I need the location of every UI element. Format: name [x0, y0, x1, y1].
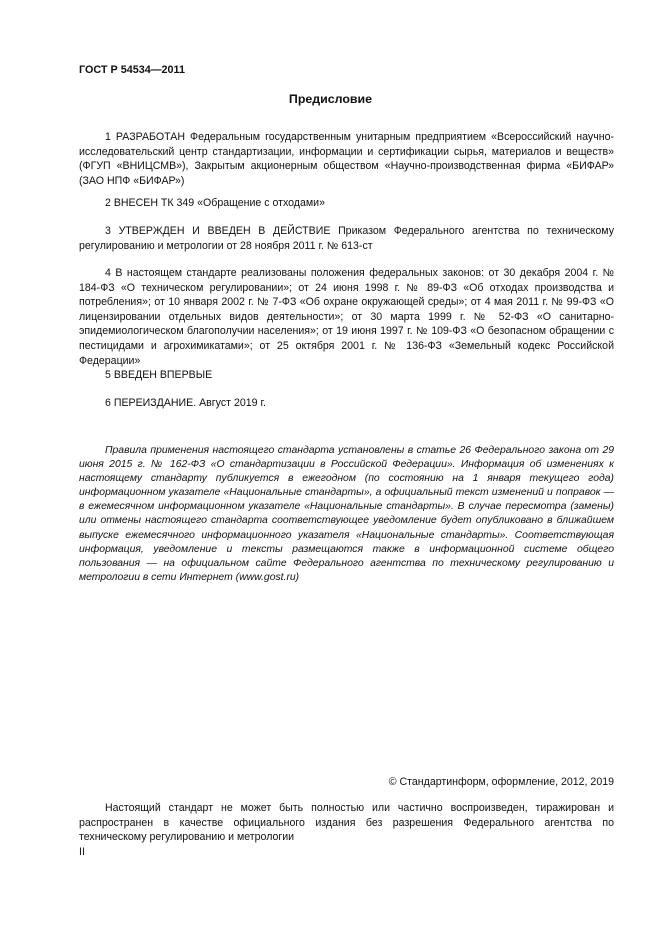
foreword-item-2: 2 ВНЕСЕН ТК 349 «Обращение с отходами» [105, 197, 325, 209]
page-title: Предисловие [288, 92, 373, 106]
standard-code-header: ГОСТ Р 54534—2011 [79, 64, 185, 76]
foreword-item-1: 1 РАЗРАБОТАН Федеральным государственным унитарным предприятием «Всероссийский научно-исследовательский центр стандартизации, информации и сертификации сырья, материалов и веществ» (ФГУП «ВНИЦСМВ»), Закрытым акционерным обществом «Научно-производственная фирма «БИФАР» (ЗАО НПФ «БИФАР») [79, 131, 614, 187]
reproduction-notice: Настоящий стандарт не может быть полностью или частично воспроизведен, тиражирован и распространен в качестве официального издания без разрешения Федерального агентства по техническому регулированию и метрологии [79, 802, 614, 844]
application-rules-note: Правила применения настоящего стандарта установлены в статье 26 Федерального закона от 29 июня 2015 г. № 162-ФЗ «О стандартизации в Российской Федерации». Информация об изменениях к настоящему стандарту публикуется в ежегодном (по состоянию на 1 января текущего года) информационном указателе «Национальные стандарты», а официальный текст изменений и поправок — в ежемесячном информационном указателе «Национальные стандарты». В случае пересмотра (замены) или отмены настоящего стандарта соответствующее уведомление будет опубликовано в ближайшем выпуске ежемесячного информационного указателя «Национальные стандарты». Соответствующая информация, уведомление и тексты размещаются также в информационной системе общего пользования — на официальном сайте Федерального агентства по техническому регулированию и метрологии в сети Интернет (www.gost.ru) [79, 445, 614, 583]
foreword-item-6: 6 ПЕРЕИЗДАНИЕ. Август 2019 г. [105, 397, 266, 409]
foreword-item-3: 3 УТВЕРЖДЕН И ВВЕДЕН В ДЕЙСТВИЕ Приказом Федерального агентства по техническому регулированию и метрологии от 28 ноября 2011 г. № 613-ст [79, 225, 614, 252]
foreword-item-5: 5 ВВЕДЕН ВПЕРВЫЕ [105, 369, 213, 381]
page-number: II [79, 846, 85, 858]
copyright-line: © Стандартинформ, оформление, 2012, 2019 [388, 776, 614, 788]
foreword-item-4: 4 В настоящем стандарте реализованы положения федеральных законов: от 30 декабря 2004 г. № 184-ФЗ «О техническом регулировании»; от 24 июня 1998 г. № 89-ФЗ «Об отходах производства и потребления»; от 10 января 2002 г. № 7-ФЗ «Об охране окружающей среды»; от 4 мая 2011 г. № 99-ФЗ «О лицензировании отдельных видов деятельности»; от 30 марта 1999 г. № 52-ФЗ «О санитарно-эпидемиологическом благополучии населения»; от 19 июня 1997 г. № 109-ФЗ «О безопасном обращении с пестицидами и агрохимикатами»; от 25 октября 2001 г. № 136-ФЗ «Земельный кодекс Российской Федерации» [79, 267, 614, 367]
